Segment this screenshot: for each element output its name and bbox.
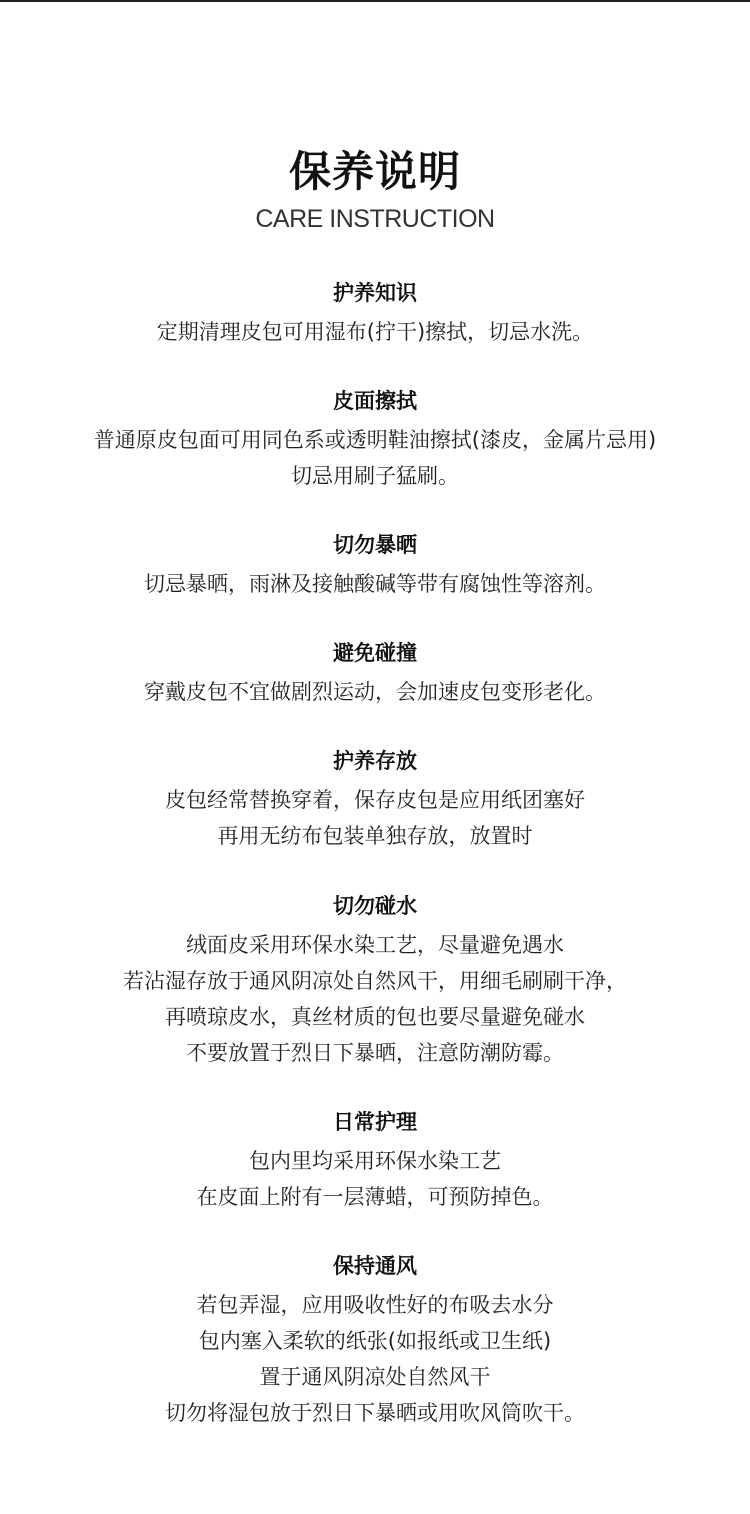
section-text-line: 普通原皮包面可用同色系或透明鞋油擦拭(漆皮，金属片忌用) — [93, 428, 657, 452]
care-section — [0, 891, 750, 1071]
section-text-line: 切勿将湿包放于烈日下暴晒或用吹风筒吹干。 — [165, 1401, 585, 1425]
care-section — [0, 746, 750, 854]
section-text-line: 绒面皮采用环保水染工艺，尽量避免遇水 — [186, 933, 564, 957]
section-text-line: 穿戴皮包不宜做剧烈运动，会加速皮包变形老化。 — [144, 680, 606, 704]
section-text-line: 不要放置于烈日下暴晒，注意防潮防霉。 — [186, 1041, 564, 1065]
section-heading: 日常护理 — [333, 1110, 417, 1134]
section-text-line: 皮包经常替换穿着，保存皮包是应用纸团塞好 — [165, 788, 585, 812]
page-title: 保养说明 — [288, 147, 461, 196]
care-section — [0, 1107, 750, 1215]
care-section — [0, 638, 750, 710]
section-text-line: 再用无纺布包装单独存放，放置时 — [217, 824, 533, 848]
care-section — [0, 278, 750, 350]
section-text-line: 切忌暴晒，雨淋及接触酸碱等带有腐蚀性等溶剂。 — [144, 572, 606, 596]
section-heading: 切勿暴晒 — [333, 533, 417, 557]
section-heading: 护养知识 — [333, 281, 417, 305]
section-text-line: 切忌用刷子猛刷。 — [291, 464, 459, 488]
section-text-line: 若包弄湿，应用吸收性好的布吸去水分 — [196, 1293, 554, 1317]
care-section — [0, 1251, 750, 1431]
care-section — [0, 530, 750, 602]
section-text-line: 包内塞入柔软的纸张(如报纸或卫生纸) — [198, 1329, 552, 1353]
section-text-line: 包内里均采用环保水染工艺 — [249, 1149, 501, 1173]
section-text-line: 再喷琼皮水，真丝材质的包也要尽量避免碰水 — [165, 1005, 585, 1029]
section-heading: 切勿碰水 — [333, 894, 417, 918]
section-text-line: 在皮面上附有一层薄蜡，可预防掉色。 — [196, 1185, 554, 1209]
section-heading: 保持通风 — [333, 1254, 417, 1278]
page-header — [0, 142, 750, 234]
top-divider — [0, 0, 750, 2]
page-subtitle: CARE INSTRUCTION — [255, 205, 495, 233]
section-text-line: 置于通风阴凉处自然风干 — [259, 1365, 491, 1389]
section-text-line: 定期清理皮包可用湿布(拧干)擦拭，切忌水洗。 — [156, 320, 594, 344]
care-section — [0, 386, 750, 494]
section-text-line: 若沾湿存放于通风阴凉处自然风干，用细毛刷刷干净， — [123, 969, 627, 993]
section-heading: 护养存放 — [333, 749, 417, 773]
section-heading: 避免碰撞 — [333, 641, 417, 665]
section-heading: 皮面擦拭 — [333, 389, 417, 413]
